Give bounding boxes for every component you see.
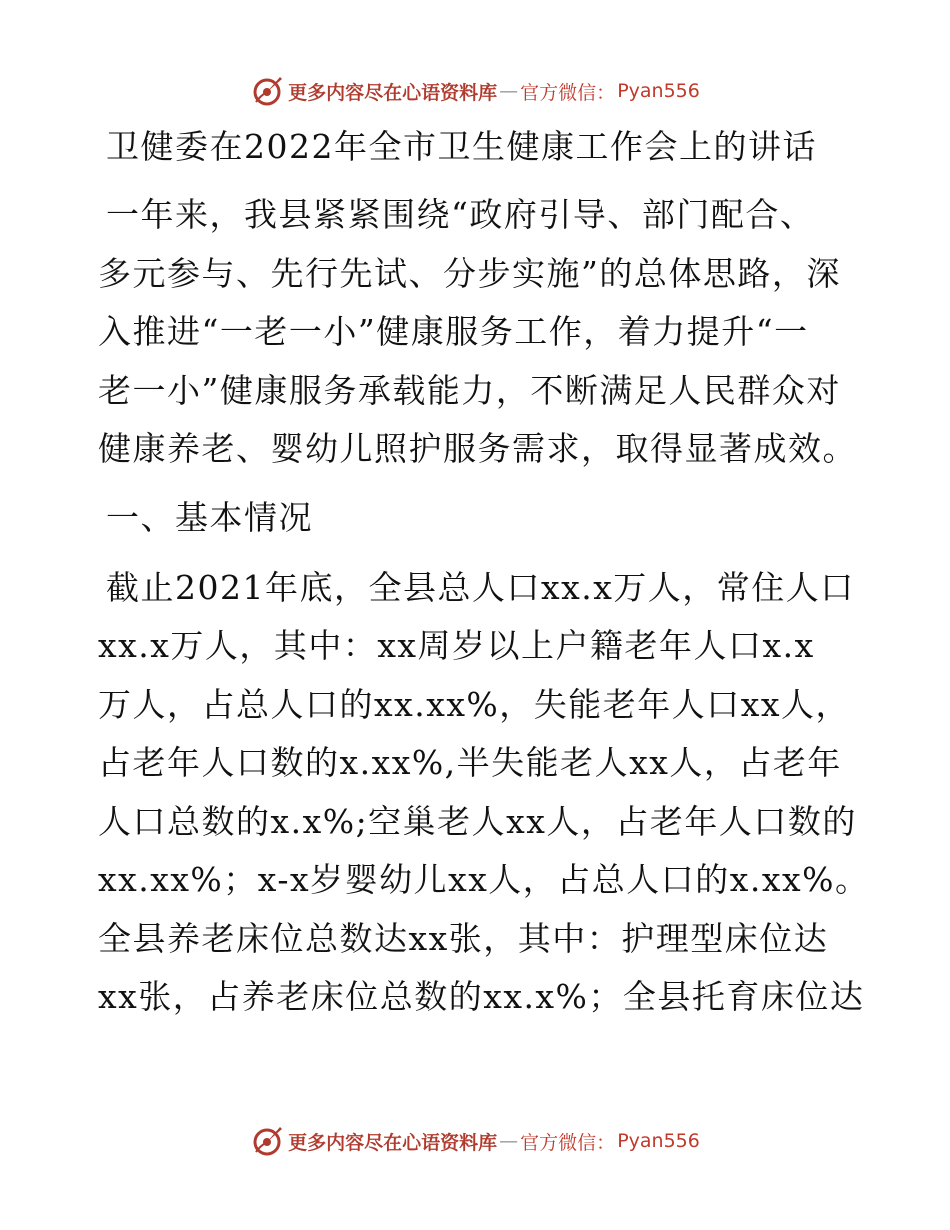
watermark-dash: — <box>499 80 519 102</box>
watermark-site-text: 更多内容尽在心语资料库 <box>288 81 498 104</box>
paragraph-line: 健康养老、婴幼儿照护服务需求，取得显著成效。 <box>98 429 857 468</box>
paragraph-line: 多元参与、先行先试、分步实施”的总体思路，深 <box>98 253 841 293</box>
paragraph-line: 入推进“一老一小”健康服务工作，着力提升“一 <box>98 312 809 351</box>
footer-watermark <box>0 1124 950 1158</box>
document-body <box>98 122 870 1027</box>
quill-seal-icon <box>250 1124 284 1158</box>
paragraph-line: xx张，占养老床位总数的xx.x%；全县托育床位达 <box>98 977 865 1016</box>
intro-paragraph <box>98 186 858 479</box>
paragraph-line: 老一小”健康服务承载能力，不断满足人民群众对 <box>98 370 841 410</box>
watermark-official-label: 官方微信： <box>520 1131 616 1154</box>
quill-seal-icon <box>250 74 284 108</box>
paragraph-line: 人口总数的x.x%;空巢老人xx人，占老年人口数的 <box>98 801 857 841</box>
watermark-account: Pyan556 <box>617 1130 700 1152</box>
paragraph-line: 万人，占总人口的xx.xx%，失能老年人口xx人， <box>98 684 851 724</box>
watermark-official-label: 官方微信： <box>520 81 616 104</box>
watermark-site-text: 更多内容尽在心语资料库 <box>288 1131 498 1154</box>
paragraph-line: 全县养老床位总数达xx张，其中：护理型床位达 <box>98 918 829 958</box>
paragraph-line: xx.xx%；x-x岁婴幼儿xx人，占总人口的x.xx%。 <box>98 860 870 899</box>
paragraph-line: 占老年人口数的x.xx%,半失能老人xx人，占老年 <box>98 743 842 782</box>
document-title: 卫健委在2022年全市卫生健康工作会上的讲话 <box>106 127 817 166</box>
paragraph-line: 截止2021年底，全县总人口xx.x万人，常住人口 <box>106 567 855 607</box>
paragraph-line: xx.x万人，其中：xx周岁以上户籍老年人口x.x <box>98 626 815 665</box>
section1-paragraph <box>98 559 870 1027</box>
section-heading: 一、基本情况 <box>106 497 313 537</box>
watermark-dash: — <box>499 1130 519 1152</box>
paragraph-line: 一年来，我县紧紧围绕“政府引导、部门配合、 <box>106 195 815 234</box>
header-watermark <box>0 74 950 108</box>
watermark-account: Pyan556 <box>617 80 700 102</box>
